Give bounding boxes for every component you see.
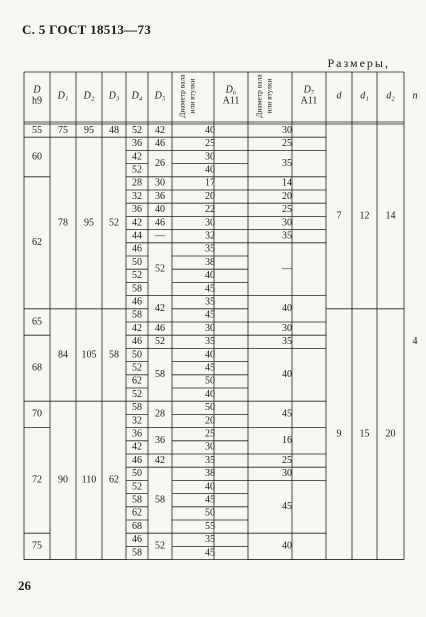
cell-D5: 46	[155, 322, 165, 334]
cell-D4: 36	[132, 138, 142, 150]
cell-D5: —	[155, 230, 165, 242]
cell-shaft-diameter-1: 35	[205, 296, 215, 308]
cell-D3: 58	[109, 349, 119, 361]
cell-D4: 52	[132, 388, 142, 400]
cell-shaft-diameter-1: 20	[205, 190, 215, 202]
cell-D4: 62	[132, 507, 142, 519]
cell-D2: 95	[84, 124, 94, 136]
cell-shaft-diameter-1: 20	[205, 415, 215, 427]
cell-shaft-diameter-1: 55	[205, 520, 215, 532]
cell-shaft-diameter-2: 35	[282, 336, 292, 348]
cell-shaft-diameter-2: 40	[282, 540, 292, 552]
cell-D1: 84	[58, 349, 68, 361]
cell-D4: 28	[132, 177, 142, 189]
cell-D: 75	[32, 540, 42, 552]
cell-shaft-diameter-2: 35	[282, 230, 292, 242]
header-D5: D₅	[154, 90, 166, 102]
cell-shaft-diameter-2: —	[282, 263, 292, 275]
cell-D5: 30	[155, 177, 165, 189]
cell-shaft-diameter-1: 50	[205, 507, 215, 519]
header-n: n	[412, 90, 418, 102]
header-D6-tolerance: А11	[222, 95, 240, 107]
cell-D: 65	[32, 316, 42, 328]
cell-shaft-diameter-2: 25	[282, 204, 292, 216]
page-number: 26	[18, 578, 31, 593]
cell-shaft-diameter-2: 16	[282, 435, 292, 447]
cell-D4: 50	[132, 468, 142, 480]
cell-shaft-diameter-1: 38	[205, 256, 215, 268]
cell-shaft-diameter-1: 30	[205, 441, 215, 453]
cell-shaft-diameter-1: 25	[205, 428, 215, 440]
cell-D5: 58	[155, 494, 165, 506]
header-D4: D₄	[131, 90, 143, 102]
cell-shaft-diameter-1: 40	[205, 481, 215, 493]
cell-D5: 40	[155, 204, 165, 216]
cell-D5: 46	[155, 138, 165, 150]
cell-shaft-diameter-1: 50	[205, 375, 215, 387]
cell-D4: 50	[132, 256, 142, 268]
cell-D4: 58	[132, 309, 142, 321]
cell-D5: 36	[155, 435, 165, 447]
header-D2: D₂	[83, 90, 95, 102]
cell-shaft-diameter-2: 20	[282, 190, 292, 202]
cell-shaft-diameter-2: 30	[282, 124, 292, 136]
cell-shaft-diameter-1: 45	[205, 283, 215, 295]
cell-D: 70	[32, 408, 42, 420]
cell-D4: 46	[132, 296, 142, 308]
cell-D4: 46	[132, 534, 142, 546]
cell-D4: 52	[132, 362, 142, 374]
cell-shaft-diameter-2: 45	[282, 408, 292, 420]
cell-shaft-diameter-1: 30	[205, 151, 215, 163]
cell-d2: 14	[385, 210, 396, 222]
header-shaft-diameter-1: или втулки	[187, 78, 197, 114]
cell-shaft-diameter-2: 35	[282, 157, 292, 169]
cell-D4: 46	[132, 243, 142, 255]
cell-D4: 58	[132, 547, 142, 559]
cell-d: 7	[336, 210, 342, 222]
cell-D5: 46	[155, 217, 165, 229]
cell-shaft-diameter-1: 25	[205, 138, 215, 150]
page-title: С. 5 ГОСТ 18513—73	[22, 22, 152, 37]
cell-D4: 42	[132, 441, 142, 453]
cell-shaft-diameter-1: 40	[205, 164, 215, 176]
cell-shaft-diameter-1: 40	[205, 349, 215, 361]
cell-shaft-diameter-1: 35	[205, 336, 215, 348]
cell-shaft-diameter-1: 45	[205, 362, 215, 374]
cell-D4: 44	[132, 230, 142, 242]
cell-d: 9	[336, 428, 342, 440]
cell-n: 4	[412, 336, 418, 348]
cell-shaft-diameter-2: 30	[282, 322, 292, 334]
cell-D3: 52	[109, 217, 119, 229]
cell-D4: 52	[132, 124, 142, 136]
header-D7-tolerance: А11	[300, 95, 318, 107]
sizes-label: Размеры,	[327, 56, 390, 70]
cell-D2: 95	[84, 217, 94, 229]
cell-shaft-diameter-1: 40	[205, 388, 215, 400]
cell-shaft-diameter-1: 35	[205, 454, 215, 466]
cell-D: 55	[32, 124, 42, 136]
table-cells	[32, 74, 418, 559]
header-D6: D₆	[225, 84, 237, 96]
cell-shaft-diameter-1: 22	[205, 204, 215, 216]
cell-D5: 26	[155, 157, 165, 169]
cell-shaft-diameter-2: 25	[282, 138, 292, 150]
cell-D2: 110	[81, 474, 97, 486]
header-D3: D₃	[108, 90, 120, 102]
cell-shaft-diameter-2: 30	[282, 217, 292, 229]
cell-D1: 78	[58, 217, 68, 229]
cell-shaft-diameter-2: 40	[282, 369, 292, 381]
cell-D4: 36	[132, 428, 142, 440]
cell-shaft-diameter-1: 38	[205, 468, 215, 480]
header-shaft-diameter-1: Диаметр вала	[177, 74, 187, 118]
cell-d1: 12	[359, 210, 370, 222]
cell-D4: 52	[132, 481, 142, 493]
cell-shaft-diameter-1: 40	[205, 270, 215, 282]
header-D: D	[33, 84, 41, 96]
cell-D4: 32	[132, 415, 142, 427]
cell-D: 72	[32, 474, 42, 486]
cell-D: 68	[32, 362, 42, 374]
cell-D4: 42	[132, 217, 142, 229]
cell-D1: 75	[58, 124, 68, 136]
cell-shaft-diameter-1: 30	[205, 322, 215, 334]
cell-shaft-diameter-1: 35	[205, 243, 215, 255]
cell-D4: 42	[132, 151, 142, 163]
cell-D5: 36	[155, 190, 165, 202]
header-d2: d₂	[386, 90, 395, 102]
cell-D3: 48	[109, 124, 119, 136]
cell-D4: 36	[132, 204, 142, 216]
header-d1: d₁	[360, 90, 369, 102]
cell-shaft-diameter-1: 32	[205, 230, 215, 242]
cell-D1: 90	[58, 474, 68, 486]
header-D7: D₇	[303, 84, 315, 96]
cell-D5: 52	[155, 336, 165, 348]
header-shaft-diameter-2: или втулки	[264, 78, 274, 114]
cell-shaft-diameter-2: 45	[282, 501, 292, 513]
cell-shaft-diameter-2: 40	[282, 303, 292, 315]
cell-D2: 105	[81, 349, 97, 361]
cell-shaft-diameter-2: 30	[282, 468, 292, 480]
header-D1: D₁	[57, 90, 69, 102]
cell-D4: 42	[132, 322, 142, 334]
cell-D4: 58	[132, 494, 142, 506]
cell-shaft-diameter-1: 30	[205, 217, 215, 229]
header-d: d	[336, 90, 342, 102]
cell-D4: 32	[132, 190, 142, 202]
cell-d2: 20	[385, 428, 396, 440]
cell-D5: 52	[155, 263, 165, 275]
header-D-tolerance: h9	[32, 95, 42, 107]
cell-D5: 42	[155, 303, 165, 315]
cell-D: 60	[32, 151, 42, 163]
cell-shaft-diameter-1: 45	[205, 309, 215, 321]
cell-D: 62	[32, 237, 42, 249]
cell-D4: 58	[132, 283, 142, 295]
cell-D4: 58	[132, 402, 142, 414]
cell-D4: 46	[132, 336, 142, 348]
cell-D4: 52	[132, 270, 142, 282]
cell-D4: 50	[132, 349, 142, 361]
cell-D5: 42	[155, 124, 165, 136]
cell-shaft-diameter-1: 35	[205, 534, 215, 546]
cell-shaft-diameter-1: 50	[205, 402, 215, 414]
cell-shaft-diameter-1: 40	[205, 124, 215, 136]
cell-D4: 62	[132, 375, 142, 387]
cell-shaft-diameter-1: 45	[205, 547, 215, 559]
cell-d1: 15	[359, 428, 370, 440]
cell-shaft-diameter-2: 25	[282, 454, 292, 466]
cell-shaft-diameter-2: 14	[282, 177, 292, 189]
cell-D3: 62	[109, 474, 119, 486]
cell-D5: 58	[155, 369, 165, 381]
cell-D4: 68	[132, 520, 142, 532]
cell-D5: 52	[155, 540, 165, 552]
cell-D4: 46	[132, 454, 142, 466]
header-shaft-diameter-2: Диаметр вала	[254, 74, 264, 118]
cell-D5: 42	[155, 454, 165, 466]
cell-shaft-diameter-1: 45	[205, 494, 215, 506]
cell-D5: 28	[155, 408, 165, 420]
cell-D4: 52	[132, 164, 142, 176]
cell-shaft-diameter-1: 17	[205, 177, 215, 189]
